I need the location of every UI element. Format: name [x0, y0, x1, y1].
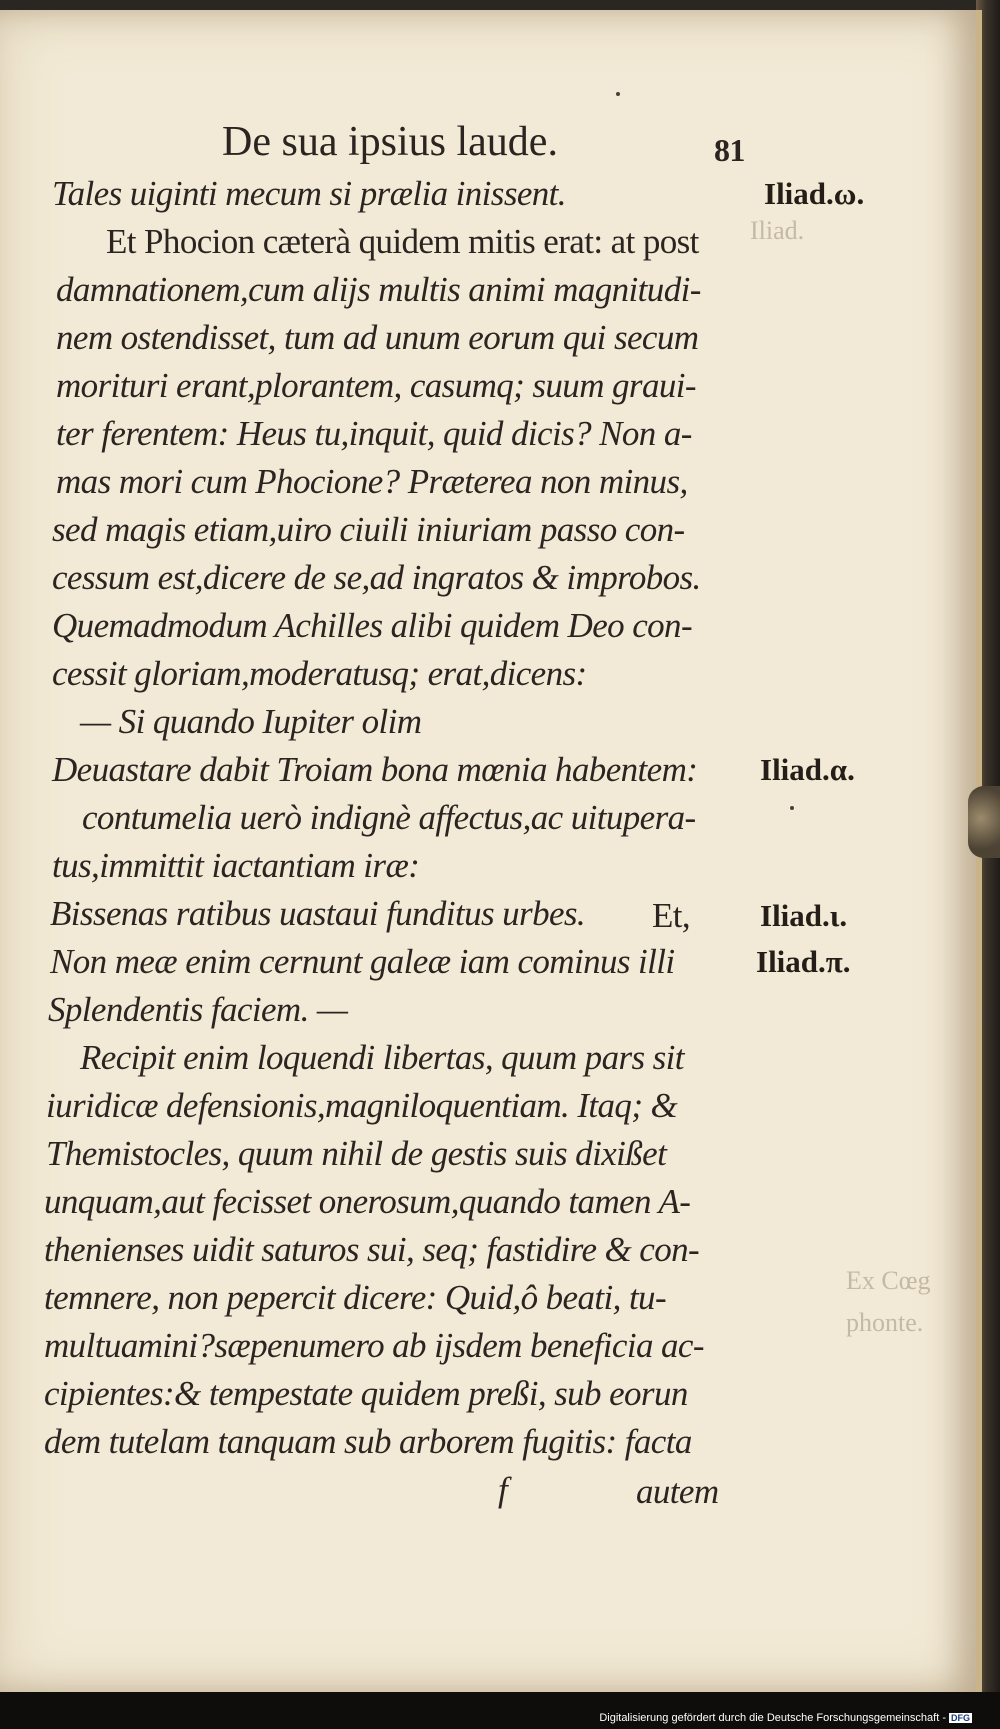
credit-text: Digitalisierung gefördert durch die Deutsche Forschungsgemeinschaft - [599, 1712, 946, 1724]
verse-line: Deuastare dabit Troiam bona mœnia habentem: [52, 750, 698, 789]
text-line: ter ferentem: Heus tu,inquit, quid dicis? Non a- [56, 414, 692, 453]
text-line: Et, [652, 896, 691, 935]
margin-note: Iliad.π. [756, 944, 851, 979]
ink-speck [616, 92, 620, 96]
signature-mark: f [498, 1470, 508, 1509]
verse-line: Bissenas ratibus uastaui funditus urbes. [50, 894, 586, 933]
text-line: temnere, non pepercit dicere: Quid,ô beati, tu- [44, 1278, 667, 1317]
book-clasp [968, 786, 1000, 858]
margin-note: Iliad.α. [760, 752, 855, 787]
verse-line: Non meæ enim cernunt galeæ iam cominus illi [50, 942, 675, 981]
text-line: Quemadmodum Achilles alibi quidem Deo con- [52, 606, 693, 645]
text-line: nem ostendisset, tum ad unum eorum qui secum [56, 318, 699, 357]
text-line: multuamini?sæpenumero ab ijsdem beneficia ac- [44, 1326, 704, 1365]
text-line: iuridicæ defensionis,magniloquentiam. Itaq; & [46, 1086, 678, 1125]
text-line: contumelia uerò indignè affectus,ac uitupera- [82, 798, 696, 837]
text-line: morituri erant,plorantem, casumq; suum graui- [56, 366, 696, 405]
ink-speck [790, 806, 794, 810]
text-line: cessum est,dicere de se,ad ingratos & improbos. [52, 558, 701, 597]
text-line: mas mori cum Phocione? Præterea non minus, [56, 462, 688, 501]
digitization-credit [599, 1712, 972, 1724]
text-line: Recipit enim loquendi libertas, quum pars sit [80, 1038, 684, 1077]
page-number: 81 [714, 132, 745, 168]
margin-note: Iliad.ω. [764, 176, 865, 211]
running-head: De sua ipsius laude. [222, 119, 558, 165]
text-line: Themistocles, quum nihil de gestis suis dixißet [46, 1134, 667, 1173]
verse-line: — Si quando Iupiter olim [80, 702, 422, 741]
text-line: thenienses uidit saturos sui, seq; fastidire & con- [44, 1230, 700, 1269]
text-line: dem tutelam tanquam sub arborem fugitis: facta [44, 1422, 692, 1461]
text-line: tus,immittit iactantiam iræ: [52, 846, 420, 885]
show-through-note: phonte. [846, 1308, 924, 1337]
text-line: sed magis etiam,uiro ciuili iniuriam passo con- [52, 510, 685, 549]
margin-note: Iliad.ι. [760, 898, 848, 933]
text-line: Et Phocion cæterà quidem mitis erat: at post [106, 222, 699, 261]
text-line: Tales uiginti mecum si prælia inissent. [52, 174, 566, 213]
text-line: cessit gloriam,moderatusq; erat,dicens: [52, 654, 587, 693]
catchword: autem [636, 1472, 719, 1511]
dfg-logo: DFG [951, 1713, 970, 1723]
show-through-note: Ex Cœg [846, 1266, 931, 1295]
verse-line: Splendentis faciem. — [48, 990, 348, 1029]
text-line: cipientes:& tempestate quidem preßi, sub eorun [44, 1374, 688, 1413]
text-line: unquam,aut fecisset onerosum,quando tamen A- [44, 1182, 691, 1221]
show-through-note: Iliad. [750, 216, 805, 245]
text-line: damnationem,cum alijs multis animi magnitudi- [56, 270, 701, 309]
